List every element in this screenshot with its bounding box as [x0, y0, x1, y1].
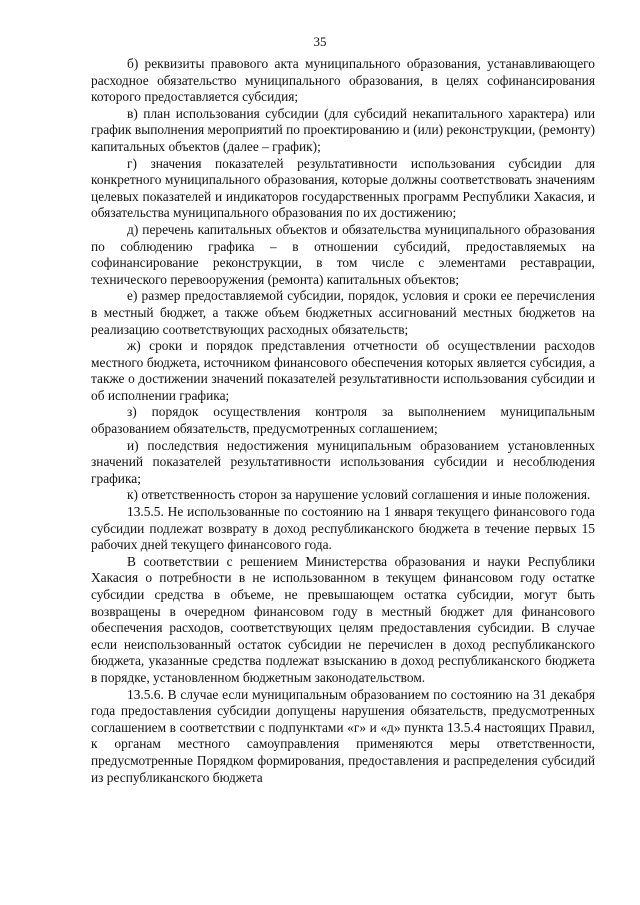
- paragraph-d: д) перечень капитальных объектов и обязательства муниципального образования по соблюдению графика – в отношении субсидий, предоставляемых на софинансирование реконструкции, в том числе с элементами реставрации, технического перевооружения (ремонта) капитальных объектов;: [91, 221, 595, 287]
- paragraph-v: в) план использования субсидии (для субсидий некапитального характера) или график выполнения мероприятий по проектированию и (или) реконструкции, (ремонту) капитальных объектов (далее – график);: [91, 105, 595, 154]
- paragraph-i: и) последствия недостижения муниципальным образованием установленных значений показателей результативности использования субсидии и несоблюдения графика;: [91, 437, 595, 486]
- document-body: [91, 56, 595, 786]
- paragraph-return-decision: В соответствии с решением Министерства образования и науки Республики Хакасия о потребности в не использованном в текущем финансовом году остатке субсидии средства в объеме, не превышающем остатка субсидии, могут быть возвращены в очередном финансовом году в местный бюджет для финансового обеспечения расходов, соответствующих целям предоставления субсидии. В случае если неиспользованный остаток субсидии не перечислен в доход республиканского бюджета, указанные средства подлежат взысканию в доход республиканского бюджета в порядке, установленном бюджетным законодательством.: [91, 553, 595, 685]
- paragraph-e: е) размер предоставляемой субсидии, порядок, условия и сроки ее перечисления в местный бюджет, а также объем бюджетных ассигнований местных бюджетов на реализацию соответствующих расходных обязательств;: [91, 288, 595, 337]
- paragraph-13-5-6: 13.5.6. В случае если муниципальным образованием по состоянию на 31 декабря года предоставления субсидии допущены нарушения обязательств, предусмотренных соглашением в соответствии с подпунктами «г» и «д» пункта 13.5.4 настоящих Правил, к органам местного самоуправления применяются меры ответственности, предусмотренные Порядком формирования, предоставления и распределения субсидий из республиканского бюджета: [91, 686, 595, 785]
- paragraph-13-5-5: 13.5.5. Не использованные по состоянию на 1 января текущего финансового года субсидии подлежат возврату в доход республиканского бюджета в течение первых 15 рабочих дней текущего финансового года.: [91, 504, 595, 553]
- paragraph-k: к) ответственность сторон за нарушение условий соглашения и иные положения.: [127, 487, 591, 503]
- paragraph-z: з) порядок осуществления контроля за выполнением муниципальным образованием обязательств, предусмотренных соглашением;: [91, 404, 595, 437]
- page-number: 35: [313, 34, 327, 49]
- paragraph-g: г) значения показателей результативности использования субсидии для конкретного муниципального образования, которые должны соответствовать значениям целевых показателей и индикаторов государственных программ Республики Хакасия, и обязательства муниципального образования по их достижению;: [91, 155, 595, 221]
- paragraph-zh: ж) сроки и порядок представления отчетности об осуществлении расходов местного бюджета, источником финансового обеспечения которых является субсидия, а также о достижении значений показателей результативности использования субсидии и об исполнении графика;: [91, 338, 595, 403]
- paragraph-b: б) реквизиты правового акта муниципального образования, устанавливающего расходное обязательство муниципального образования, в целях софинансирования которого предоставляется субсидия;: [91, 56, 595, 105]
